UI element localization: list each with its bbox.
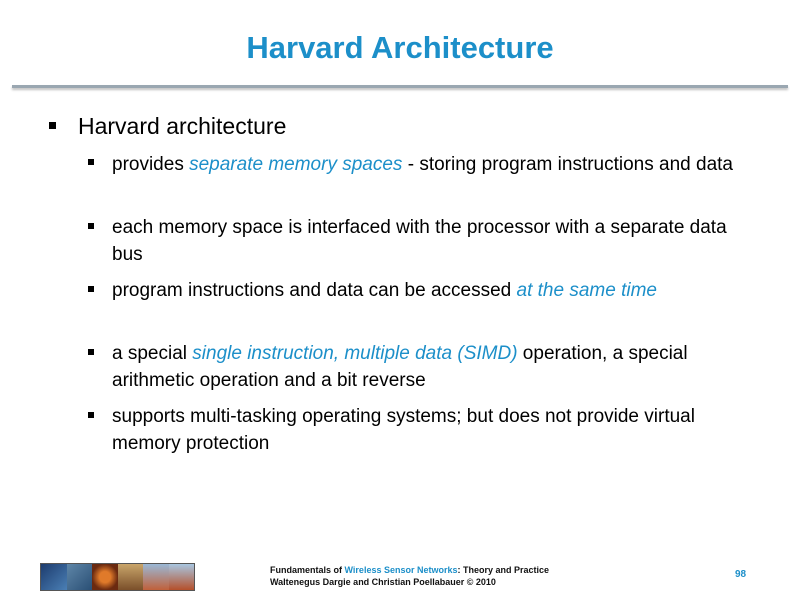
sub-bullet-square-icon xyxy=(88,412,94,418)
bullet-square-icon xyxy=(49,122,56,129)
sub-bullet-4 xyxy=(112,340,752,394)
sub-bullet-3-text: program instructions and data can be accessed xyxy=(112,280,517,301)
slide-title: Harvard Architecture xyxy=(246,30,554,65)
main-bullet-heading: Harvard architecture xyxy=(78,113,287,139)
footer-title-highlight: Wireless Sensor Networks xyxy=(344,565,458,575)
sub-bullet-3 xyxy=(112,277,752,304)
footer-banner-image xyxy=(40,563,195,591)
sub-bullet-square-icon xyxy=(88,349,94,355)
sub-bullet-1-text-b: - storing program instructions and data xyxy=(402,154,733,175)
footer-book-title xyxy=(270,564,549,576)
sub-bullet-1-text-a: provides xyxy=(112,154,190,175)
page-number: 98 xyxy=(735,569,747,580)
sub-bullet-1-highlight: separate memory spaces xyxy=(189,154,403,175)
sub-bullet-4-text-a: a special xyxy=(112,343,193,364)
sub-bullet-square-icon xyxy=(88,286,94,292)
title-divider xyxy=(12,85,788,88)
footer-title-prefix: Fundamentals of xyxy=(270,565,345,575)
sub-bullet-2 xyxy=(112,214,752,268)
footer-credits xyxy=(270,564,549,588)
sub-bullet-4-text-b: operation, a special arithmetic operation and a bit reverse xyxy=(112,343,688,391)
sub-bullet-1 xyxy=(112,151,752,178)
sub-bullet-2-text: each memory space is interfaced with the processor with a separate data bus xyxy=(112,217,727,265)
sub-bullet-3-highlight: at the same time xyxy=(516,280,657,301)
footer-title-suffix: : Theory and Practice xyxy=(457,565,550,575)
footer-authors: Waltenegus Dargie and Christian Poellabauer © 2010 xyxy=(270,577,496,587)
sub-bullet-5-text: supports multi-tasking operating systems; but does not provide virtual memory protection xyxy=(112,406,695,454)
sub-bullet-4-highlight: single instruction, multiple data (SIMD) xyxy=(192,343,518,364)
sub-bullet-5 xyxy=(112,403,752,457)
sub-bullet-square-icon xyxy=(88,223,94,229)
sub-bullet-square-icon xyxy=(88,159,94,165)
